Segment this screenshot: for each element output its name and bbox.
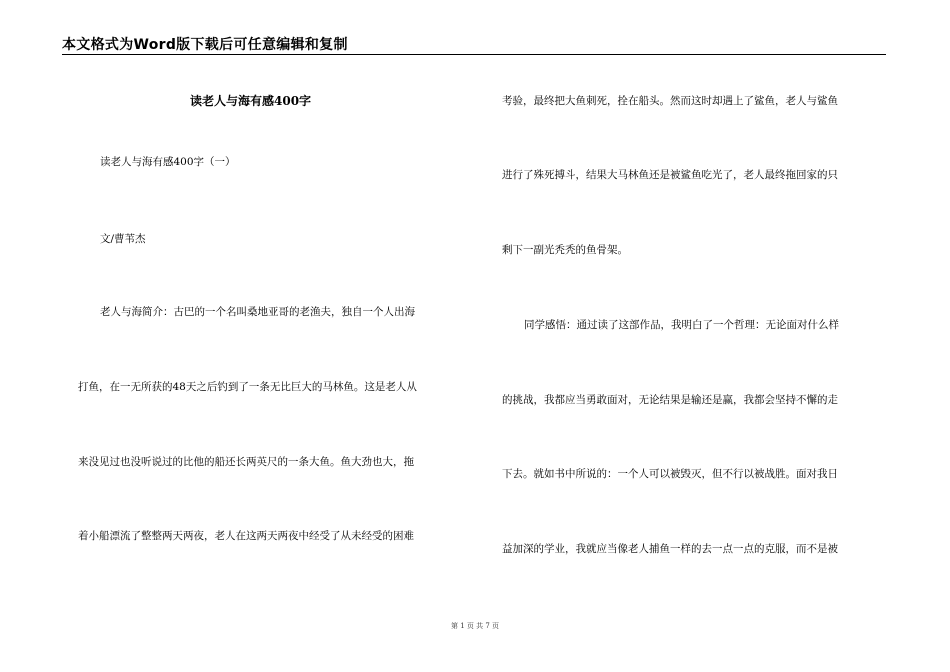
paragraph-line: 剩下一副光秃秃的鱼骨架。: [502, 244, 628, 256]
paragraph-line: 的挑战，我都应当勇敢面对，无论结果是输还是赢，我都会坚持不懈的走: [502, 394, 838, 406]
paragraph-line: 下去。就如书中所说的：一个人可以被毁灭，但不行以被战胜。面对我日: [502, 468, 838, 480]
paragraph-line: 打鱼，在一无所获的48天之后钓到了一条无比巨大的马林鱼。这是老人从: [78, 381, 417, 393]
page-number-footer: 第 1 页 共 7 页: [450, 622, 500, 630]
paragraph-line: 考验，最终把大鱼刺死，拴在船头。然而这时却遇上了鲨鱼，老人与鲨鱼: [502, 95, 838, 107]
author-line: 文/曹苇杰: [100, 233, 146, 245]
document-header-banner: 本文格式为Word版下载后可任意编辑和复制: [62, 37, 348, 53]
paragraph-line: 益加深的学业，我就应当像老人捕鱼一样的去一点一点的克服，而不是被: [502, 543, 838, 555]
paragraph-line: 同学感悟：通过读了这部作品，我明白了一个哲理：无论面对什么样: [524, 319, 839, 331]
paragraph-line: 进行了殊死搏斗，结果大马林鱼还是被鲨鱼吃光了，老人最终拖回家的只: [502, 169, 838, 181]
paragraph-line: 老人与海简介：古巴的一个名叫桑地亚哥的老渔夫，独自一个人出海: [100, 306, 415, 318]
document-title: 读老人与海有感400字: [190, 94, 312, 108]
paragraph-line: 着小船漂流了整整两天两夜，老人在这两天两夜中经受了从未经受的困难: [78, 530, 414, 542]
header-divider: [62, 54, 886, 55]
subtitle-line: 读老人与海有感400字（一）: [100, 156, 236, 168]
paragraph-line: 来没见过也没听说过的比他的船还长两英尺的一条大鱼。鱼大劲也大，拖: [78, 456, 414, 468]
